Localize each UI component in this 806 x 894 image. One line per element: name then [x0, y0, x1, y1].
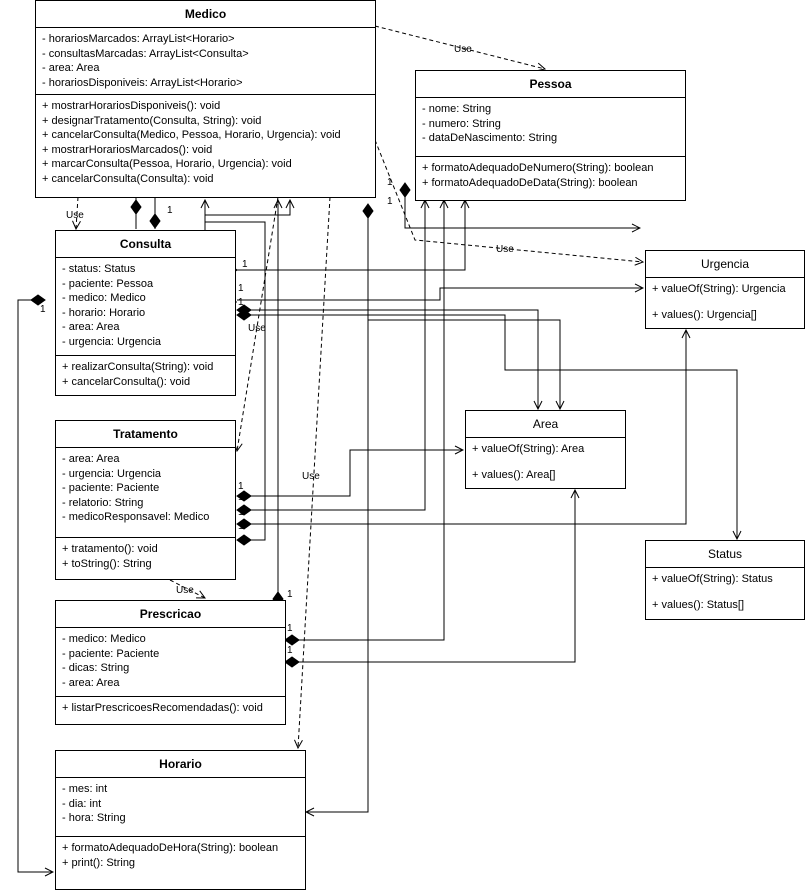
attribute: - dataDeNascimento: String: [422, 132, 558, 144]
method: + print(): String: [62, 856, 136, 869]
method: + realizarConsulta(String): void: [62, 361, 214, 373]
label-mult-10: 1: [238, 507, 244, 518]
attribute: + valueOf(String): Urgencia: [652, 283, 786, 295]
attribute: - consultasMarcadas: ArrayList<Consulta>: [42, 47, 249, 60]
attribute: - status: Status: [62, 263, 136, 275]
method: + listarPrescricoesRecomendadas(): void: [62, 702, 263, 714]
label-mult-7: 1: [238, 297, 244, 308]
diamond-tratamento-medico: [237, 535, 251, 545]
edge-prescricao-pessoa: [285, 200, 444, 640]
method: + mostrarHorariosDisponiveis(): void: [42, 100, 221, 112]
label-mult-6: 1: [238, 283, 244, 294]
attribute: - horariosDisponiveis: ArrayList<Horario>: [42, 76, 243, 89]
method: + marcarConsulta(Pessoa, Horario, Urgencia): void: [42, 158, 292, 170]
label-use-medico-pessoa: Use: [454, 44, 472, 55]
class-tratamento: [55, 420, 236, 580]
edge-consulta-area: [237, 310, 538, 409]
class-pessoa-attributes: [416, 98, 685, 156]
method: + designarTratamento(Consulta, String): void: [42, 114, 262, 127]
attribute: - nome: String: [422, 103, 492, 115]
attribute: - area: Area: [42, 62, 100, 74]
attribute: - urgencia: Urgencia: [62, 467, 162, 480]
edge-prescricao-medico: [278, 200, 290, 598]
label-use-medico-consulta: Use: [66, 210, 84, 221]
label-mult-15: 1: [40, 304, 46, 315]
label-use-medico-horario: Use: [302, 471, 320, 482]
attribute: - relatorio: String: [62, 496, 144, 509]
class-prescricao-methods: [56, 696, 285, 720]
label-mult-13: 1: [287, 623, 293, 634]
class-prescricao: [55, 600, 286, 725]
method: + mostrarHorariosMarcados(): void: [42, 143, 213, 156]
diamond-consulta-medico-a: [131, 200, 141, 214]
attribute: + valueOf(String): Status: [652, 573, 773, 585]
label-mult-9: 1: [238, 492, 244, 503]
method: + formatoAdequadoDeNumero(String): boolean: [422, 162, 654, 174]
class-prescricao-attributes: [56, 628, 285, 696]
attribute: - dia: int: [62, 797, 102, 810]
label-use-tratamento-prescricao: Use: [176, 585, 194, 596]
method: + cancelarConsulta(Medico, Pessoa, Horario, Urgencia): void: [42, 129, 341, 141]
method: + values(): Status[]: [652, 599, 745, 611]
edge-tratamento-area: [237, 450, 463, 496]
class-area: [465, 410, 626, 489]
edge-medico-pessoa: [405, 197, 640, 228]
label-use-medico-urgencia: Use: [496, 244, 514, 255]
class-pessoa-name: Pessoa: [416, 71, 685, 98]
method: + toString(): String: [62, 557, 152, 570]
attribute: - medicoResponsavel: Medico: [62, 511, 210, 523]
class-medico: [35, 0, 376, 198]
label-mult-4: 1: [387, 196, 393, 207]
label-mult-2: 1: [167, 205, 173, 216]
class-urgencia-attributes: [646, 278, 804, 304]
class-pessoa: [415, 70, 686, 201]
attribute: - mes: int: [62, 783, 108, 795]
attribute: - area: Area: [62, 321, 120, 333]
diamond-prescricao-area: [285, 657, 299, 667]
class-consulta-methods: [56, 355, 235, 393]
class-consulta-attributes: [56, 258, 235, 355]
class-tratamento-methods: [56, 537, 235, 575]
attribute: - horario: Horario: [62, 306, 146, 319]
class-area-methods: [466, 464, 625, 487]
attribute: - paciente: Paciente: [62, 647, 160, 660]
label-mult-11: 1: [238, 521, 244, 532]
class-consulta: [55, 230, 236, 396]
class-status: [645, 540, 805, 620]
edge-prescricao-area: [285, 490, 575, 662]
attribute: - paciente: Paciente: [62, 482, 160, 494]
attribute: - paciente: Pessoa: [62, 277, 154, 290]
class-horario-methods: [56, 836, 305, 874]
method: + values(): Urgencia[]: [652, 309, 757, 321]
class-consulta-name: Consulta: [56, 231, 235, 258]
label-mult-8: 1: [238, 481, 244, 492]
class-status-name: Status: [646, 541, 804, 568]
label-use-medico-tratamento: Use: [248, 323, 266, 334]
class-urgencia-methods: [646, 304, 804, 327]
diamond-medico-area: [363, 204, 373, 218]
attribute: - numero: String: [422, 117, 501, 130]
diamond-prescricao-pessoa: [285, 635, 299, 645]
attribute: - medico: Medico: [62, 292, 146, 304]
attribute: - horariosMarcados: ArrayList<Horario>: [42, 33, 235, 45]
class-horario-attributes: [56, 778, 305, 836]
attribute: - dicas: String: [62, 662, 130, 674]
edge-consulta-urgencia: [237, 288, 643, 300]
attribute: - area: Area: [62, 453, 120, 465]
label-mult-5: 1: [242, 259, 248, 270]
method: + values(): Area[]: [472, 469, 556, 481]
class-horario-name: Horario: [56, 751, 305, 778]
class-pessoa-methods: [416, 156, 685, 194]
method: + cancelarConsulta(Consulta): void: [42, 172, 214, 185]
class-tratamento-attributes: [56, 448, 235, 537]
class-tratamento-name: Tratamento: [56, 421, 235, 448]
label-mult-12: 1: [287, 589, 293, 600]
class-medico-methods: [36, 94, 375, 190]
method: + formatoAdequadoDeHora(String): boolean: [62, 842, 279, 854]
class-horario: [55, 750, 306, 890]
edge-medico-horario: [306, 204, 368, 812]
label-mult-14: 1: [287, 645, 293, 656]
class-area-name: Area: [466, 411, 625, 438]
class-urgencia: [645, 250, 805, 329]
attribute: + valueOf(String): Area: [472, 443, 585, 455]
class-status-attributes: [646, 568, 804, 594]
class-status-methods: [646, 594, 804, 617]
method: + tratamento(): void: [62, 543, 158, 555]
diamond-medico-pessoa: [400, 183, 410, 197]
attribute: - medico: Medico: [62, 633, 146, 645]
class-medico-attributes: [36, 28, 375, 94]
class-prescricao-name: Prescricao: [56, 601, 285, 628]
attribute: - urgencia: Urgencia: [62, 335, 162, 348]
class-urgencia-name: Urgencia: [646, 251, 804, 278]
class-area-attributes: [466, 438, 625, 464]
method: + formatoAdequadoDeData(String): boolean: [422, 176, 638, 189]
label-mult-3: 1: [387, 177, 393, 188]
class-medico-name: Medico: [36, 1, 375, 28]
attribute: - hora: String: [62, 812, 126, 824]
edge-consulta-horario: [18, 300, 53, 872]
diamond-consulta-medico-b: [150, 214, 160, 228]
method: + cancelarConsulta(): void: [62, 375, 191, 388]
edge-medico-area: [368, 204, 560, 409]
attribute: - area: Area: [62, 676, 120, 689]
